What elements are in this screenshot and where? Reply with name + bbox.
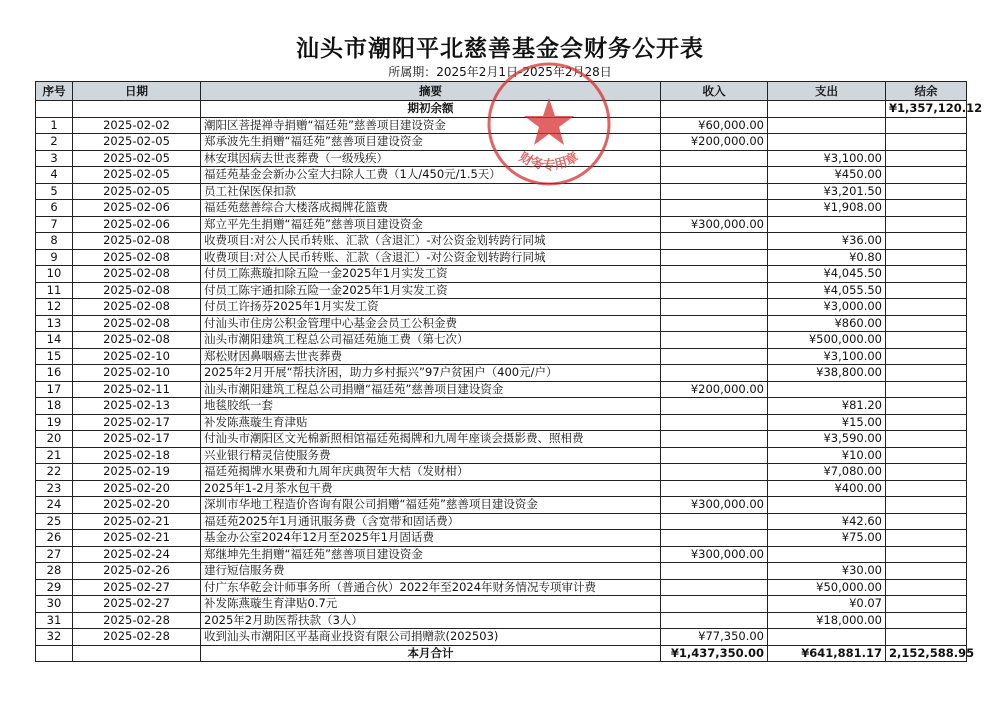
header-row	[36, 82, 967, 101]
row-income	[661, 596, 768, 613]
opening-expense	[768, 101, 886, 118]
row-income	[661, 282, 768, 299]
opening-income	[661, 101, 768, 118]
table-row	[36, 299, 967, 316]
row-income: ¥300,000.00	[661, 546, 768, 563]
row-seq: 9	[36, 249, 73, 266]
opening-balance-cell	[886, 101, 983, 118]
row-income	[661, 563, 768, 580]
row-balance	[886, 365, 967, 382]
row-summary: 员工社保医保扣款	[201, 183, 661, 200]
row-date: 2025-02-02	[73, 117, 201, 134]
row-seq: 10	[36, 266, 73, 283]
row-date: 2025-02-20	[73, 480, 201, 497]
row-balance	[886, 431, 967, 448]
row-balance	[886, 150, 967, 167]
table-row	[36, 497, 967, 514]
header-date: 日期	[73, 82, 201, 101]
row-income	[661, 233, 768, 250]
row-expense: ¥15.00	[768, 414, 886, 431]
row-date: 2025-02-08	[73, 315, 201, 332]
row-balance	[886, 497, 967, 514]
row-expense: ¥400.00	[768, 480, 886, 497]
table-row	[36, 365, 967, 382]
row-income	[661, 167, 768, 184]
row-income: ¥200,000.00	[661, 134, 768, 151]
row-date: 2025-02-08	[73, 233, 201, 250]
row-balance	[886, 513, 967, 530]
row-expense	[768, 134, 886, 151]
opening-balance-row	[36, 101, 967, 118]
row-date: 2025-02-06	[73, 216, 201, 233]
row-date: 2025-02-28	[73, 612, 201, 629]
row-seq: 19	[36, 414, 73, 431]
row-balance	[886, 612, 967, 629]
row-summary: 地毯胶纸一套	[201, 398, 661, 415]
row-expense: ¥7,080.00	[768, 464, 886, 481]
table-row	[36, 183, 967, 200]
row-summary: 付广东华乾会计师事务所（普通合伙）2022年至2024年财务情况专项审计费	[201, 579, 661, 596]
row-expense: ¥18,000.00	[768, 612, 886, 629]
row-seq: 5	[36, 183, 73, 200]
row-balance	[886, 596, 967, 613]
row-summary: 收到汕头市潮阳区平基商业投资有限公司捐赠款(202503)	[201, 629, 661, 646]
table-row	[36, 612, 967, 629]
row-expense: ¥38,800.00	[768, 365, 886, 382]
row-balance	[886, 134, 967, 151]
row-seq: 25	[36, 513, 73, 530]
row-summary: 福廷苑基金会新办公室大扫除人工费（1人/450元/1.5天）	[201, 167, 661, 184]
row-seq: 30	[36, 596, 73, 613]
totals-expense: ¥641,881.17	[768, 645, 886, 662]
row-balance	[886, 233, 967, 250]
totals-seq	[36, 645, 73, 662]
row-expense: ¥860.00	[768, 315, 886, 332]
row-seq: 28	[36, 563, 73, 580]
row-summary: 补发陈燕璇生育津贴	[201, 414, 661, 431]
row-income	[661, 480, 768, 497]
row-balance	[886, 464, 967, 481]
row-date: 2025-02-26	[73, 563, 201, 580]
row-date: 2025-02-17	[73, 414, 201, 431]
row-seq: 16	[36, 365, 73, 382]
row-income	[661, 249, 768, 266]
table-row	[36, 530, 967, 547]
row-income	[661, 464, 768, 481]
row-income	[661, 579, 768, 596]
row-seq: 15	[36, 348, 73, 365]
table-row	[36, 117, 967, 134]
row-seq: 22	[36, 464, 73, 481]
row-summary: 福廷苑慈善综合大楼落成揭牌花篮费	[201, 200, 661, 217]
row-balance	[886, 117, 967, 134]
row-summary: 收费项目:对公人民币转账、汇款（含退汇）-对公资金划转跨行同城	[201, 233, 661, 250]
finance-table	[35, 81, 983, 662]
row-seq: 14	[36, 332, 73, 349]
row-balance	[886, 447, 967, 464]
row-balance	[886, 530, 967, 547]
table-row	[36, 233, 967, 250]
header-summary: 摘要	[201, 82, 661, 101]
row-summary: 福廷苑2025年1月通讯服务费（含宽带和固话费）	[201, 513, 661, 530]
report-period: 所属期：2025年2月1日-2025年2月28日	[388, 65, 612, 79]
row-seq: 31	[36, 612, 73, 629]
row-summary: 补发陈燕璇生育津贴0.7元	[201, 596, 661, 613]
row-balance	[886, 546, 967, 563]
row-summary: 2025年2月助医帮扶款（3人）	[201, 612, 661, 629]
table-row	[36, 381, 967, 398]
row-income: ¥200,000.00	[661, 381, 768, 398]
table-row	[36, 563, 967, 580]
row-expense: ¥3,000.00	[768, 299, 886, 316]
row-income: ¥77,350.00	[661, 629, 768, 646]
row-income	[661, 513, 768, 530]
totals-date	[73, 645, 201, 662]
row-date: 2025-02-05	[73, 150, 201, 167]
row-expense: ¥42.60	[768, 513, 886, 530]
opening-date	[73, 101, 201, 118]
row-expense: ¥50,000.00	[768, 579, 886, 596]
row-balance	[886, 315, 967, 332]
row-income	[661, 365, 768, 382]
header-balance: 结余	[886, 82, 967, 101]
row-balance	[886, 216, 967, 233]
row-summary: 付员工许扬芬2025年1月实发工资	[201, 299, 661, 316]
row-date: 2025-02-18	[73, 447, 201, 464]
opening-seq	[36, 101, 73, 118]
row-seq: 11	[36, 282, 73, 299]
row-income	[661, 612, 768, 629]
row-seq: 3	[36, 150, 73, 167]
row-expense: ¥3,100.00	[768, 150, 886, 167]
row-summary: 付员工陈宇通扣除五险一金2025年1月实发工资	[201, 282, 661, 299]
row-summary: 郑立平先生捐赠“福廷苑”慈善项目建设资金	[201, 216, 661, 233]
header-expense: 支出	[768, 82, 886, 101]
row-income	[661, 447, 768, 464]
row-summary: 兴业银行精灵信使服务费	[201, 447, 661, 464]
row-date: 2025-02-13	[73, 398, 201, 415]
table-row	[36, 167, 967, 184]
table-row	[36, 579, 967, 596]
row-seq: 29	[36, 579, 73, 596]
page-title: 汕头市潮阳平北慈善基金会财务公开表	[296, 36, 704, 62]
row-income	[661, 183, 768, 200]
row-income	[661, 530, 768, 547]
row-date: 2025-02-24	[73, 546, 201, 563]
row-expense: ¥4,055.50	[768, 282, 886, 299]
row-balance	[886, 200, 967, 217]
row-summary: 2025年2月开展“帮扶济困，助力乡村振兴”97户贫困户（400元/户）	[201, 365, 661, 382]
row-expense: ¥1,908.00	[768, 200, 886, 217]
row-date: 2025-02-10	[73, 365, 201, 382]
row-date: 2025-02-27	[73, 596, 201, 613]
row-expense	[768, 381, 886, 398]
row-date: 2025-02-19	[73, 464, 201, 481]
row-seq: 7	[36, 216, 73, 233]
row-expense: ¥0.80	[768, 249, 886, 266]
row-date: 2025-02-20	[73, 497, 201, 514]
row-summary: 郑松财因鼻咽癌去世丧葬费	[201, 348, 661, 365]
table-row	[36, 464, 967, 481]
row-balance	[886, 480, 967, 497]
row-seq: 18	[36, 398, 73, 415]
row-balance	[886, 629, 967, 646]
row-date: 2025-02-05	[73, 183, 201, 200]
row-income	[661, 332, 768, 349]
row-expense: ¥0.07	[768, 596, 886, 613]
row-expense: ¥81.20	[768, 398, 886, 415]
row-expense	[768, 216, 886, 233]
row-balance	[886, 249, 967, 266]
table-row	[36, 315, 967, 332]
row-date: 2025-02-05	[73, 167, 201, 184]
row-expense	[768, 546, 886, 563]
row-date: 2025-02-08	[73, 299, 201, 316]
row-summary: 郑继坤先生捐赠“福廷苑”慈善项目建设资金	[201, 546, 661, 563]
row-expense: ¥4,045.50	[768, 266, 886, 283]
row-summary: 郑承波先生捐赠“福廷苑”慈善项目建设资金	[201, 134, 661, 151]
row-seq: 1	[36, 117, 73, 134]
row-expense: ¥450.00	[768, 167, 886, 184]
row-balance	[886, 381, 967, 398]
row-balance	[886, 167, 967, 184]
row-expense: ¥36.00	[768, 233, 886, 250]
row-expense	[768, 629, 886, 646]
totals-balance: 2,152,588.95	[886, 645, 967, 662]
row-balance	[886, 414, 967, 431]
row-balance	[886, 563, 967, 580]
table-row	[36, 216, 967, 233]
row-income: ¥300,000.00	[661, 216, 768, 233]
row-summary: 福廷苑揭牌水果费和九周年庆典贺年大桔（发财柑）	[201, 464, 661, 481]
row-date: 2025-02-05	[73, 134, 201, 151]
table-row	[36, 513, 967, 530]
table-row	[36, 431, 967, 448]
row-income	[661, 414, 768, 431]
row-summary: 收费项目:对公人民币转账、汇款（含退汇）-对公资金划转跨行同城	[201, 249, 661, 266]
row-date: 2025-02-10	[73, 348, 201, 365]
row-seq: 13	[36, 315, 73, 332]
totals-label: 本月合计	[201, 645, 661, 662]
table-row	[36, 282, 967, 299]
row-balance	[886, 332, 967, 349]
row-seq: 23	[36, 480, 73, 497]
row-expense: ¥30.00	[768, 563, 886, 580]
row-date: 2025-02-11	[73, 381, 201, 398]
totals-income: ¥1,437,350.00	[661, 645, 768, 662]
row-date: 2025-02-08	[73, 266, 201, 283]
row-expense: ¥500,000.00	[768, 332, 886, 349]
row-income	[661, 299, 768, 316]
row-balance	[886, 282, 967, 299]
row-date: 2025-02-21	[73, 513, 201, 530]
opening-currency: ¥	[889, 101, 898, 116]
table-row	[36, 629, 967, 646]
opening-label: 期初余额	[201, 101, 661, 118]
row-expense: ¥3,100.00	[768, 348, 886, 365]
row-date: 2025-02-08	[73, 332, 201, 349]
row-seq: 2	[36, 134, 73, 151]
table-row	[36, 414, 967, 431]
row-date: 2025-02-08	[73, 282, 201, 299]
row-balance	[886, 183, 967, 200]
table-row	[36, 348, 967, 365]
row-summary: 潮阳区菩提禅寺捐赠“福廷苑”慈善项目建设资金	[201, 117, 661, 134]
row-income	[661, 348, 768, 365]
row-seq: 4	[36, 167, 73, 184]
row-balance	[886, 299, 967, 316]
row-seq: 27	[36, 546, 73, 563]
row-balance	[886, 266, 967, 283]
row-income	[661, 266, 768, 283]
row-date: 2025-02-06	[73, 200, 201, 217]
row-income	[661, 431, 768, 448]
row-income	[661, 150, 768, 167]
row-income: ¥300,000.00	[661, 497, 768, 514]
row-seq: 8	[36, 233, 73, 250]
row-date: 2025-02-21	[73, 530, 201, 547]
row-balance	[886, 348, 967, 365]
row-expense: ¥3,201.50	[768, 183, 886, 200]
row-summary: 基金办公室2024年12月至2025年1月固话费	[201, 530, 661, 547]
row-seq: 21	[36, 447, 73, 464]
header-income: 收入	[661, 82, 768, 101]
row-income	[661, 200, 768, 217]
row-summary: 深圳市华地工程造价咨询有限公司捐赠“福廷苑”慈善项目建设资金	[201, 497, 661, 514]
totals-row	[36, 645, 967, 662]
table-row	[36, 150, 967, 167]
row-seq: 12	[36, 299, 73, 316]
row-summary: 汕头市潮阳建筑工程总公司捐赠“福廷苑”慈善项目建设资金	[201, 381, 661, 398]
row-seq: 26	[36, 530, 73, 547]
row-date: 2025-02-17	[73, 431, 201, 448]
table-row	[36, 480, 967, 497]
row-seq: 20	[36, 431, 73, 448]
row-income	[661, 315, 768, 332]
table-row	[36, 546, 967, 563]
row-summary: 付员工陈燕璇扣除五险一金2025年1月实发工资	[201, 266, 661, 283]
table-row	[36, 134, 967, 151]
opening-balance: 1,357,120.12	[897, 101, 983, 116]
table-row	[36, 332, 967, 349]
row-seq: 6	[36, 200, 73, 217]
row-income: ¥60,000.00	[661, 117, 768, 134]
row-seq: 24	[36, 497, 73, 514]
row-date: 2025-02-08	[73, 249, 201, 266]
row-balance	[886, 579, 967, 596]
table-row	[36, 249, 967, 266]
row-summary: 建行短信服务费	[201, 563, 661, 580]
table-row	[36, 447, 967, 464]
row-summary: 林安琪因病去世丧葬费（一级残疾）	[201, 150, 661, 167]
row-seq: 17	[36, 381, 73, 398]
table-row	[36, 398, 967, 415]
row-balance	[886, 398, 967, 415]
header-seq: 序号	[36, 82, 73, 101]
row-summary: 2025年1-2月茶水包干费	[201, 480, 661, 497]
row-summary: 汕头市潮阳建筑工程总公司福廷苑施工费（第七次）	[201, 332, 661, 349]
row-summary: 付汕头市住房公积金管理中心基金会员工公积金费	[201, 315, 661, 332]
seal-text: 财务专用章	[516, 149, 582, 174]
row-summary: 付汕头市潮阳区文光棉新照相馆福廷苑揭牌和九周年座谈会摄影费、照相费	[201, 431, 661, 448]
row-income	[661, 398, 768, 415]
row-expense	[768, 117, 886, 134]
table-row	[36, 200, 967, 217]
row-expense: ¥75.00	[768, 530, 886, 547]
row-date: 2025-02-28	[73, 629, 201, 646]
row-expense	[768, 497, 886, 514]
row-expense: ¥10.00	[768, 447, 886, 464]
table-row	[36, 596, 967, 613]
row-expense: ¥3,590.00	[768, 431, 886, 448]
row-seq: 32	[36, 629, 73, 646]
table-row	[36, 266, 967, 283]
row-date: 2025-02-27	[73, 579, 201, 596]
